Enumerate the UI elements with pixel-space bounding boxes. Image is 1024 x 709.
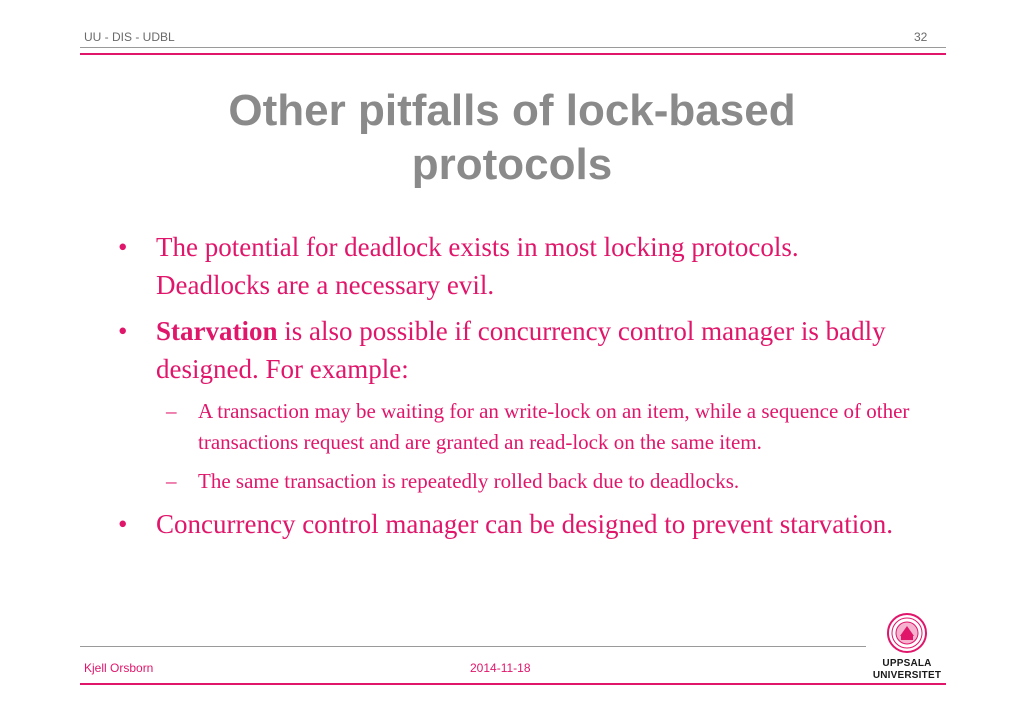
sub-bullet-rollback xyxy=(116,466,916,497)
bullet-deadlock xyxy=(116,228,916,304)
header-divider xyxy=(80,47,946,48)
sub-bullet-text: The same transaction is repeatedly rolled back due to deadlocks. xyxy=(198,469,740,493)
footer-date: 2014-11-18 xyxy=(470,661,531,675)
logo-text-line-2: UNIVERSITET xyxy=(872,670,942,681)
bullet-text: is also possible if concurrency control manager is badly designed. For example: xyxy=(156,316,886,384)
bullet-text: The potential for deadlock exists in most locking protocols. Deadlocks are a necessary evil. xyxy=(156,232,799,300)
bullet-marker: • xyxy=(118,316,128,346)
logo-text-line-1: UPPSALA xyxy=(882,658,932,669)
footer-accent-rule xyxy=(80,683,946,685)
footer-divider xyxy=(80,646,866,647)
sub-bullet-marker: – xyxy=(166,399,177,423)
header-course-label: UU - DIS - UDBL xyxy=(84,30,175,44)
university-logo xyxy=(868,612,946,682)
bullet-bold-term: Starvation xyxy=(156,316,278,346)
page-number: 32 xyxy=(914,30,928,44)
sub-bullet-write-lock xyxy=(116,396,916,458)
bullet-starvation xyxy=(116,312,916,388)
sub-bullet-text: A transaction may be waiting for an write-lock on an item, while a sequence of other transactions request and are granted an read-lock on the same item. xyxy=(198,399,910,454)
sub-bullet-marker: – xyxy=(166,469,177,493)
slide-title-line-2: protocols xyxy=(411,140,613,189)
bullet-prevent-starvation xyxy=(116,505,916,543)
bullet-text: Concurrency control manager can be designed to prevent starvation. xyxy=(156,509,893,539)
footer-author: Kjell Orsborn xyxy=(84,661,154,675)
bullet-marker: • xyxy=(118,509,128,539)
slide-body xyxy=(116,228,916,551)
university-seal-icon xyxy=(886,612,928,654)
header-accent-rule xyxy=(80,53,946,55)
slide-title xyxy=(120,84,904,192)
slide-title-line-1: Other pitfalls of lock-based xyxy=(228,86,796,135)
bullet-marker: • xyxy=(118,232,128,262)
